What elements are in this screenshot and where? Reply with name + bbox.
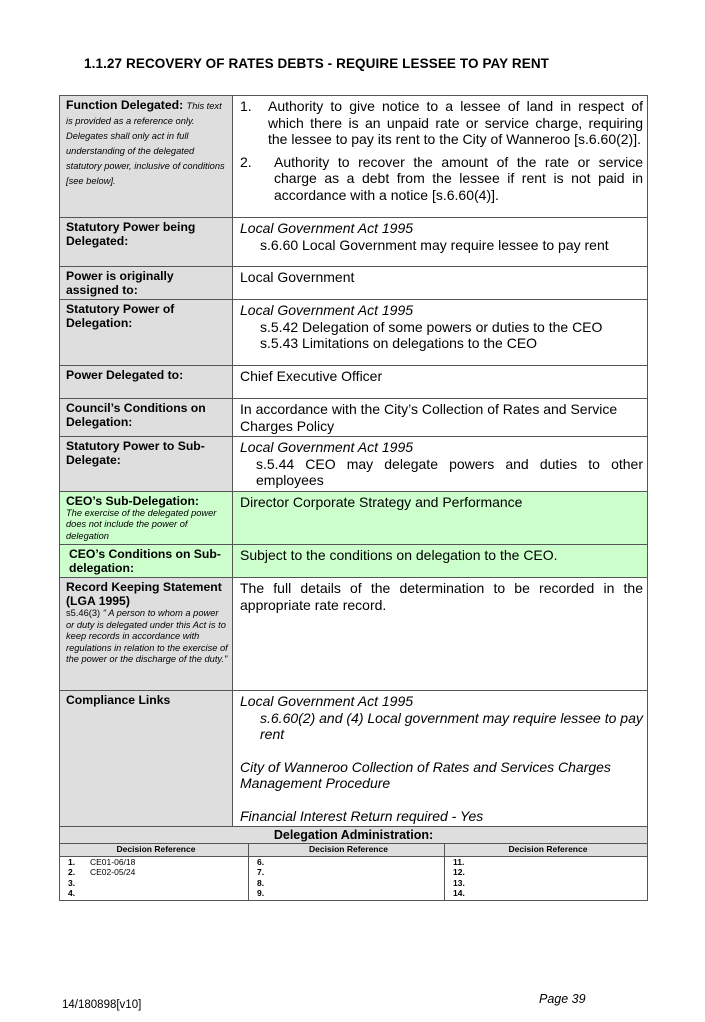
decision-row (257, 857, 440, 867)
item-text: Authority to give notice to a lessee of land in respect of which there is an unpaid rate or service charge, requiring the lessee to pay its rent to the City of Wanneroo [s.6.60(2)]. (268, 98, 643, 147)
decision-row (68, 867, 244, 877)
value-cell (233, 218, 648, 267)
value-cell: In accordance with the City’s Collection of Rates and Service Charges Policy (233, 399, 648, 437)
value-cell: Chief Executive Officer (233, 366, 648, 399)
act-section: s.5.43 Limitations on delegations to the CEO (260, 335, 538, 351)
label-cell (60, 578, 233, 691)
section-ref: s5.46(3) (66, 608, 101, 618)
decision-number: 4. (68, 887, 76, 898)
delegation-table (59, 95, 648, 901)
decision-number: 8. (257, 877, 265, 888)
row-label: Function Delegated: (66, 98, 184, 112)
column-header: Decision Reference (60, 844, 249, 857)
row-sub-delegate-power (60, 437, 648, 492)
value-cell (233, 691, 648, 827)
row-record-keeping (60, 578, 648, 691)
decision-number: 6. (257, 857, 265, 868)
decision-column (249, 857, 445, 900)
value-cell: Director Corporate Strategy and Performance (233, 491, 648, 545)
row-admin-header (60, 827, 648, 844)
item-number: 1. (240, 98, 252, 114)
column-header: Decision Reference (249, 844, 445, 857)
act-name: Local Government Act 1995 (240, 439, 414, 455)
admin-title: Delegation Administration: (60, 827, 648, 844)
row-label: CEO’s Conditions on Sub-delegation: (60, 545, 233, 578)
row-statutory-power-delegation (60, 300, 648, 366)
decision-column (60, 857, 249, 900)
decision-ref: CE01-06/18 (90, 857, 136, 868)
row-council-conditions (60, 399, 648, 437)
decision-row (68, 878, 244, 888)
act-section: s.6.60 Local Government may require lessee to pay rent (260, 236, 609, 253)
decision-ref: CE02-05/24 (90, 867, 136, 878)
decision-number: 13. (453, 877, 465, 888)
row-function-delegated (60, 96, 648, 218)
list-item (240, 154, 643, 204)
page-number: Page 39 (539, 992, 586, 1006)
item-number: 2. (240, 153, 252, 170)
row-label: Council’s Conditions on Delegation: (60, 399, 233, 437)
value-cell: The full details of the determination to be recorded in the appropriate rate record. (233, 578, 648, 691)
decision-row (68, 857, 244, 867)
value-cell: Subject to the conditions on delegation to the CEO. (233, 545, 648, 578)
row-power-assigned (60, 267, 648, 300)
decision-number: 12. (453, 867, 465, 878)
quote-text: " A person to whom a power or duty is delegated under this Act is to keep records in accordance with regulations in relation to the exercise of the power or the discharge of the duty." (66, 608, 228, 664)
decision-column (445, 857, 648, 900)
reference-note (66, 608, 228, 666)
column-header: Decision Reference (445, 844, 648, 857)
reference-note: The exercise of the delegated power does not include the power of delegation (66, 507, 217, 541)
section-heading: 1.1.27 RECOVERY OF RATES DEBTS - REQUIRE LESSEE TO PAY RENT (84, 56, 550, 71)
row-ceo-sub-delegation (60, 491, 648, 545)
value-cell (233, 437, 648, 492)
decision-number: 14. (453, 887, 465, 898)
decisions-cell (60, 844, 648, 901)
label-cell (60, 96, 233, 218)
decision-number: 9. (257, 887, 265, 898)
decision-number: 11. (453, 857, 465, 868)
decision-row (453, 888, 643, 898)
decision-number: 1. (68, 857, 76, 868)
decision-number: 3. (68, 877, 76, 888)
value-cell: Local Government (233, 267, 648, 300)
value-cell (233, 96, 648, 218)
procedure-link: City of Wanneroo Collection of Rates and Services Charges Management Procedure (240, 758, 611, 791)
row-label: Power is originally assigned to: (60, 267, 233, 300)
decision-number: 2. (68, 867, 76, 878)
item-text: Authority to recover the amount of the rate or service charge as a debt from the lessee if rent is not paid in accordance with a notice [s.6.60(4)]. (274, 153, 643, 203)
row-label: Record Keeping Statement (LGA 1995) (66, 580, 222, 608)
decision-row (68, 888, 244, 898)
row-decision-references (60, 844, 648, 901)
decision-row (257, 878, 440, 888)
act-section: s.5.44 CEO may delegate powers and duties to other employees (256, 455, 643, 488)
value-cell (233, 300, 648, 366)
reference-note: This text is provided as a reference only. Delegates shall only act in full understanding of the delegated statutory power, inclusive of conditions [see below]. (66, 101, 225, 186)
row-compliance-links (60, 691, 648, 827)
act-section: s.6.60(2) and (4) Local government may require lessee to pay rent (260, 709, 643, 742)
row-label: Statutory Power being Delegated: (60, 218, 233, 267)
decision-table (60, 844, 647, 900)
act-name: Local Government Act 1995 (240, 302, 414, 318)
function-list (240, 98, 643, 203)
list-item (240, 98, 643, 148)
row-label: Statutory Power to Sub-Delegate: (60, 437, 233, 492)
act-name: Local Government Act 1995 (240, 693, 414, 709)
row-label: Power Delegated to: (60, 366, 233, 399)
decision-row (257, 867, 440, 877)
row-power-delegated-to (60, 366, 648, 399)
financial-interest: Financial Interest Return required - Yes (240, 807, 484, 824)
row-statutory-power (60, 218, 648, 267)
label-cell (60, 491, 233, 545)
document-reference: 14/180898[v10] (62, 999, 142, 1011)
row-label: CEO’s Sub-Delegation: (66, 493, 199, 508)
row-label: Statutory Power of Delegation: (60, 300, 233, 366)
row-label: Compliance Links (60, 691, 233, 827)
decision-row (257, 888, 440, 898)
decision-number: 7. (257, 867, 265, 878)
decision-row (453, 878, 643, 888)
decision-row (453, 867, 643, 877)
act-name: Local Government Act 1995 (240, 220, 414, 236)
row-ceo-conditions (60, 545, 648, 578)
act-section: s.5.42 Delegation of some powers or duties to the CEO (260, 318, 603, 335)
decision-row (453, 857, 643, 867)
